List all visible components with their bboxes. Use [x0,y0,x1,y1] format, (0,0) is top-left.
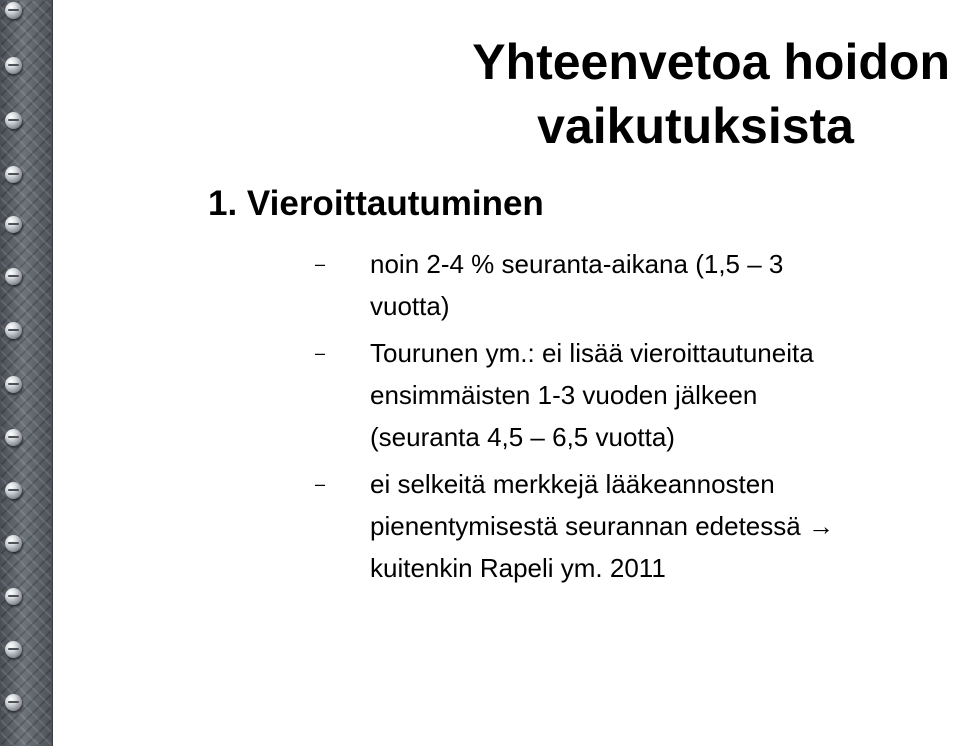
rivet-icon [5,694,22,711]
slide-title [310,30,950,158]
list-item-text: noin 2-4 % seuranta-aikana (1,5 – 3 vuotta) [370,249,784,321]
rivet-icon [5,57,22,74]
rivet-icon [5,641,22,658]
slide-title-line-2: vaikutuksista [537,98,854,154]
rivet-icon [5,166,22,183]
list-item-text: Tourunen ym.: ei lisää vieroittautuneita ensimmäisten 1-3 vuoden jälkeen (seuranta 4,5 – 6,5 vuotta) [370,338,814,452]
dash-bullet-icon: – [314,343,325,363]
dash-bullet-icon: – [314,474,325,494]
bullet-list [0,243,950,594]
dash-bullet-icon: – [314,254,325,274]
slide-title-line-1: Yhteenvetoa hoidon [472,34,950,90]
list-item-text: ei selkeitä merkkejä lääkeannosten pienentymisestä seurannan edetessä → kuitenkin Rapeli ym. 2011 [370,469,834,583]
rivet-icon [5,216,22,233]
list-item [0,463,950,589]
rivet-icon [5,2,22,19]
rivet-icon [5,112,22,129]
section-heading: 1. Vieroittautuminen [208,184,544,223]
list-item [0,243,950,327]
list-item [0,332,950,458]
